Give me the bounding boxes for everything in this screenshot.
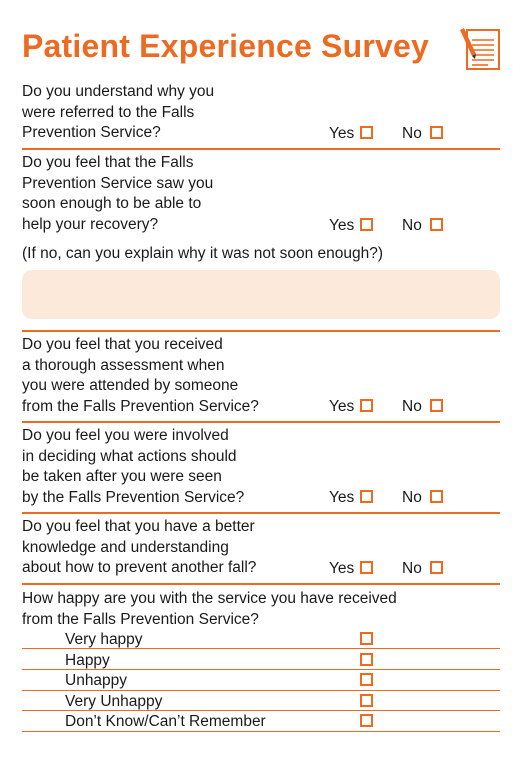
divider — [22, 583, 500, 585]
option-very-unhappy-label: Very Unhappy — [65, 693, 163, 710]
option-dont-know-label: Don’t Know/Can’t Remember — [65, 713, 266, 730]
q2-no-label: No — [402, 217, 422, 234]
question-2-line-2: Prevention Service saw you — [22, 174, 214, 192]
option-unhappy-checkbox[interactable] — [360, 673, 373, 686]
divider — [22, 330, 500, 332]
question-5-line-1: Do you feel that you have a better — [22, 518, 255, 535]
q1-yes-label: Yes — [329, 125, 355, 142]
question-5 — [22, 517, 256, 579]
option-dont-know-checkbox[interactable] — [360, 714, 373, 727]
option-very-happy-checkbox[interactable] — [360, 632, 373, 645]
q5-no-label: No — [402, 560, 422, 577]
question-4-line-3: be taken after you were seen — [22, 468, 222, 485]
question-3-line-2: a thorough assessment when — [22, 356, 225, 374]
question-1 — [22, 82, 214, 144]
explanation-text-field[interactable] — [22, 270, 500, 319]
option-unhappy-label: Unhappy — [65, 672, 128, 689]
question-2 — [22, 153, 213, 235]
q4-yes-checkbox[interactable] — [360, 490, 373, 503]
question-3-line-1: Do you feel that you received — [22, 336, 223, 353]
question-1-line-2: were referred to the Falls — [22, 103, 195, 121]
q3-no-checkbox[interactable] — [430, 399, 443, 412]
q3-yes-label: Yes — [329, 398, 355, 415]
question-2-line-3: soon enough to be able to — [22, 195, 202, 212]
divider — [22, 690, 500, 691]
question-3-line-4: from the Falls Prevention Service? — [22, 397, 259, 415]
satisfaction-question — [22, 589, 397, 630]
satisfaction-question-line-1: How happy are you with the service you have received — [22, 590, 397, 607]
q5-yes-checkbox[interactable] — [360, 561, 373, 574]
survey-title: Patient Experience Survey — [22, 28, 429, 64]
satisfaction-question-line-2: from the Falls Prevention Service? — [22, 610, 259, 628]
q3-no-label: No — [402, 398, 422, 415]
clipboard-checklist-icon — [458, 26, 502, 72]
followup-note: (If no, can you explain why it was not soon enough?) — [22, 245, 384, 262]
divider — [22, 421, 500, 423]
option-happy-checkbox[interactable] — [360, 653, 373, 666]
q2-yes-checkbox[interactable] — [360, 218, 373, 231]
q4-yes-label: Yes — [329, 489, 355, 506]
question-4-line-2: in deciding what actions should — [22, 447, 237, 465]
q4-no-label: No — [402, 489, 422, 506]
question-2-line-4: help your recovery? — [22, 215, 159, 233]
divider — [22, 731, 500, 732]
divider — [22, 648, 500, 649]
q2-yes-label: Yes — [329, 217, 355, 234]
q4-no-checkbox[interactable] — [430, 490, 443, 503]
divider — [22, 148, 500, 150]
option-happy-label: Happy — [65, 652, 110, 669]
question-2-line-1: Do you feel that the Falls — [22, 154, 194, 171]
q5-no-checkbox[interactable] — [430, 561, 443, 574]
divider — [22, 669, 500, 670]
question-3 — [22, 335, 259, 417]
question-4 — [22, 426, 244, 508]
question-3-line-3: you were attended by someone — [22, 377, 239, 394]
q3-yes-checkbox[interactable] — [360, 399, 373, 412]
question-5-line-3: about how to prevent another fall? — [22, 559, 257, 576]
question-5-line-2: knowledge and understanding — [22, 538, 229, 556]
question-4-line-1: Do you feel you were involved — [22, 427, 229, 444]
q2-no-checkbox[interactable] — [430, 218, 443, 231]
question-4-line-4: by the Falls Prevention Service? — [22, 488, 245, 506]
question-1-line-3: Prevention Service? — [22, 124, 161, 141]
q1-no-checkbox[interactable] — [430, 126, 443, 139]
question-1-line-1: Do you understand why you — [22, 83, 215, 100]
divider — [22, 512, 500, 514]
q1-yes-checkbox[interactable] — [360, 126, 373, 139]
option-very-unhappy-checkbox[interactable] — [360, 694, 373, 707]
option-very-happy-label: Very happy — [65, 631, 143, 648]
divider — [22, 710, 500, 711]
q5-yes-label: Yes — [329, 560, 355, 577]
q1-no-label: No — [402, 125, 422, 142]
